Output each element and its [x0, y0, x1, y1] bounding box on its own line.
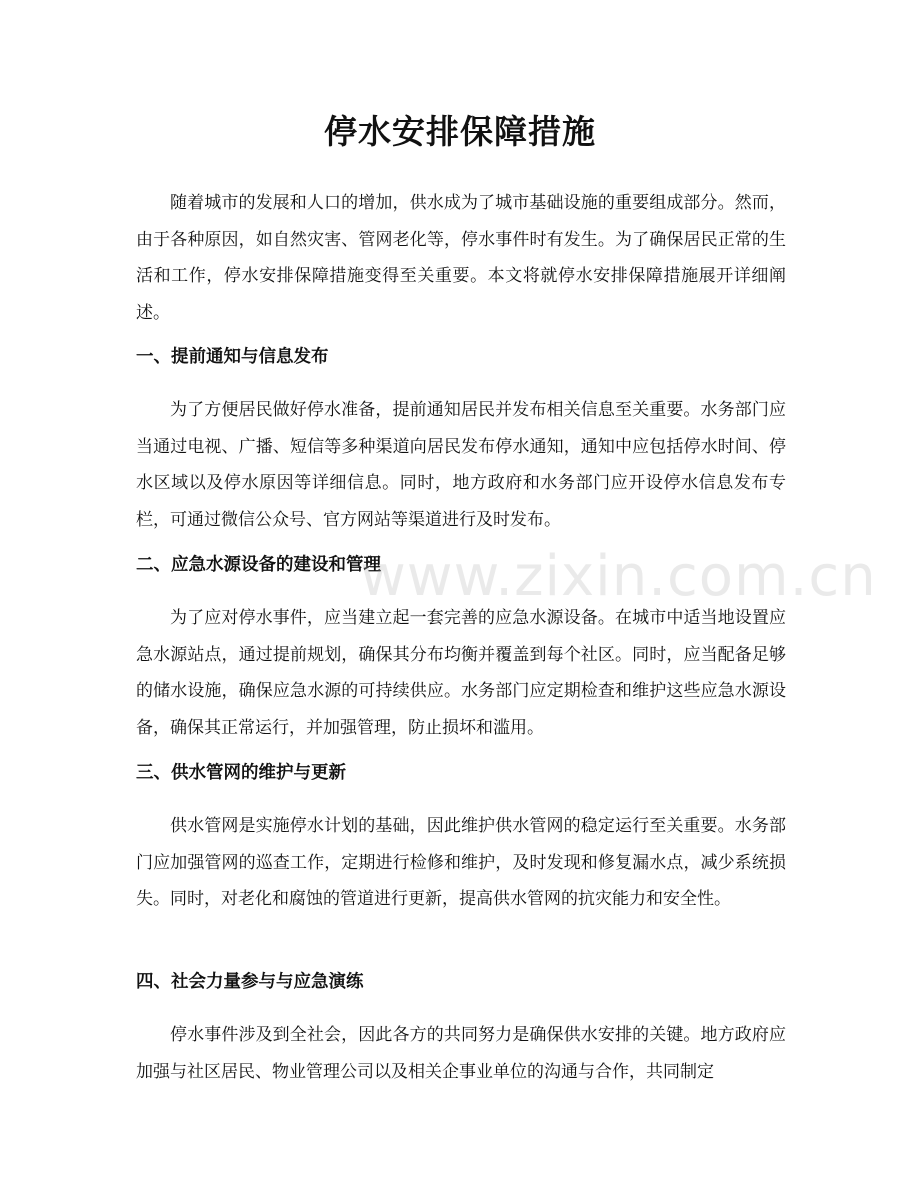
section-body-2: 为了应对停水事件，应当建立起一套完善的应急水源设备。在城市中适当地设置应急水源站点，通过提前规划，确保其分布均衡并覆盖到每个社区。同时，应当配备足够的储水设施，确保应急水源的可持续供应。水务部门应定期检查和维护这些应急水源设备，确保其正常运行，并加强管理，防止损坏和滥用。	[136, 608, 786, 738]
section-heading-4: 四、社会力量参与与应急演练	[136, 972, 364, 992]
section-heading-2: 二、应急水源设备的建设和管理	[136, 555, 381, 575]
section-body-1: 为了方便居民做好停水准备，提前通知居民并发布相关信息至关重要。水务部门应当通过电视、广播、短信等多种渠道向居民发布停水通知，通知中应包括停水时间、停水区域以及停水原因等详细信息。同时，地方政府和水务部门应开设停水信息发布专栏，可通过微信公众号、官方网站等渠道进行及时发布。	[136, 400, 786, 530]
intro-paragraph: 随着城市的发展和人口的增加，供水成为了城市基础设施的重要组成部分。然而，由于各种原因，如自然灾害、管网老化等，停水事件时有发生。为了确保居民正常的生活和工作，停水安排保障措施变得至关重要。本文将就停水安排保障措施展开详细阐述。	[136, 193, 786, 323]
page-title: 停水安排保障措施	[324, 112, 596, 151]
watermark-text: www.zixin.com.cn	[360, 544, 877, 609]
section-body-4: 停水事件涉及到全社会，因此各方的共同努力是确保供水安排的关键。地方政府应加强与社区居民、物业管理公司以及相关企事业单位的沟通与合作，共同制定	[136, 1025, 786, 1082]
section-body-3: 供水管网是实施停水计划的基础，因此维护供水管网的稳定运行至关重要。水务部门应加强管网的巡查工作，定期进行检修和维护，及时发现和修复漏水点，减少系统损失。同时，对老化和腐蚀的管道进行更新，提高供水管网的抗灾能力和安全性。	[136, 816, 786, 909]
section-heading-3: 三、供水管网的维护与更新	[136, 763, 346, 783]
section-heading-1: 一、提前通知与信息发布	[136, 347, 329, 367]
